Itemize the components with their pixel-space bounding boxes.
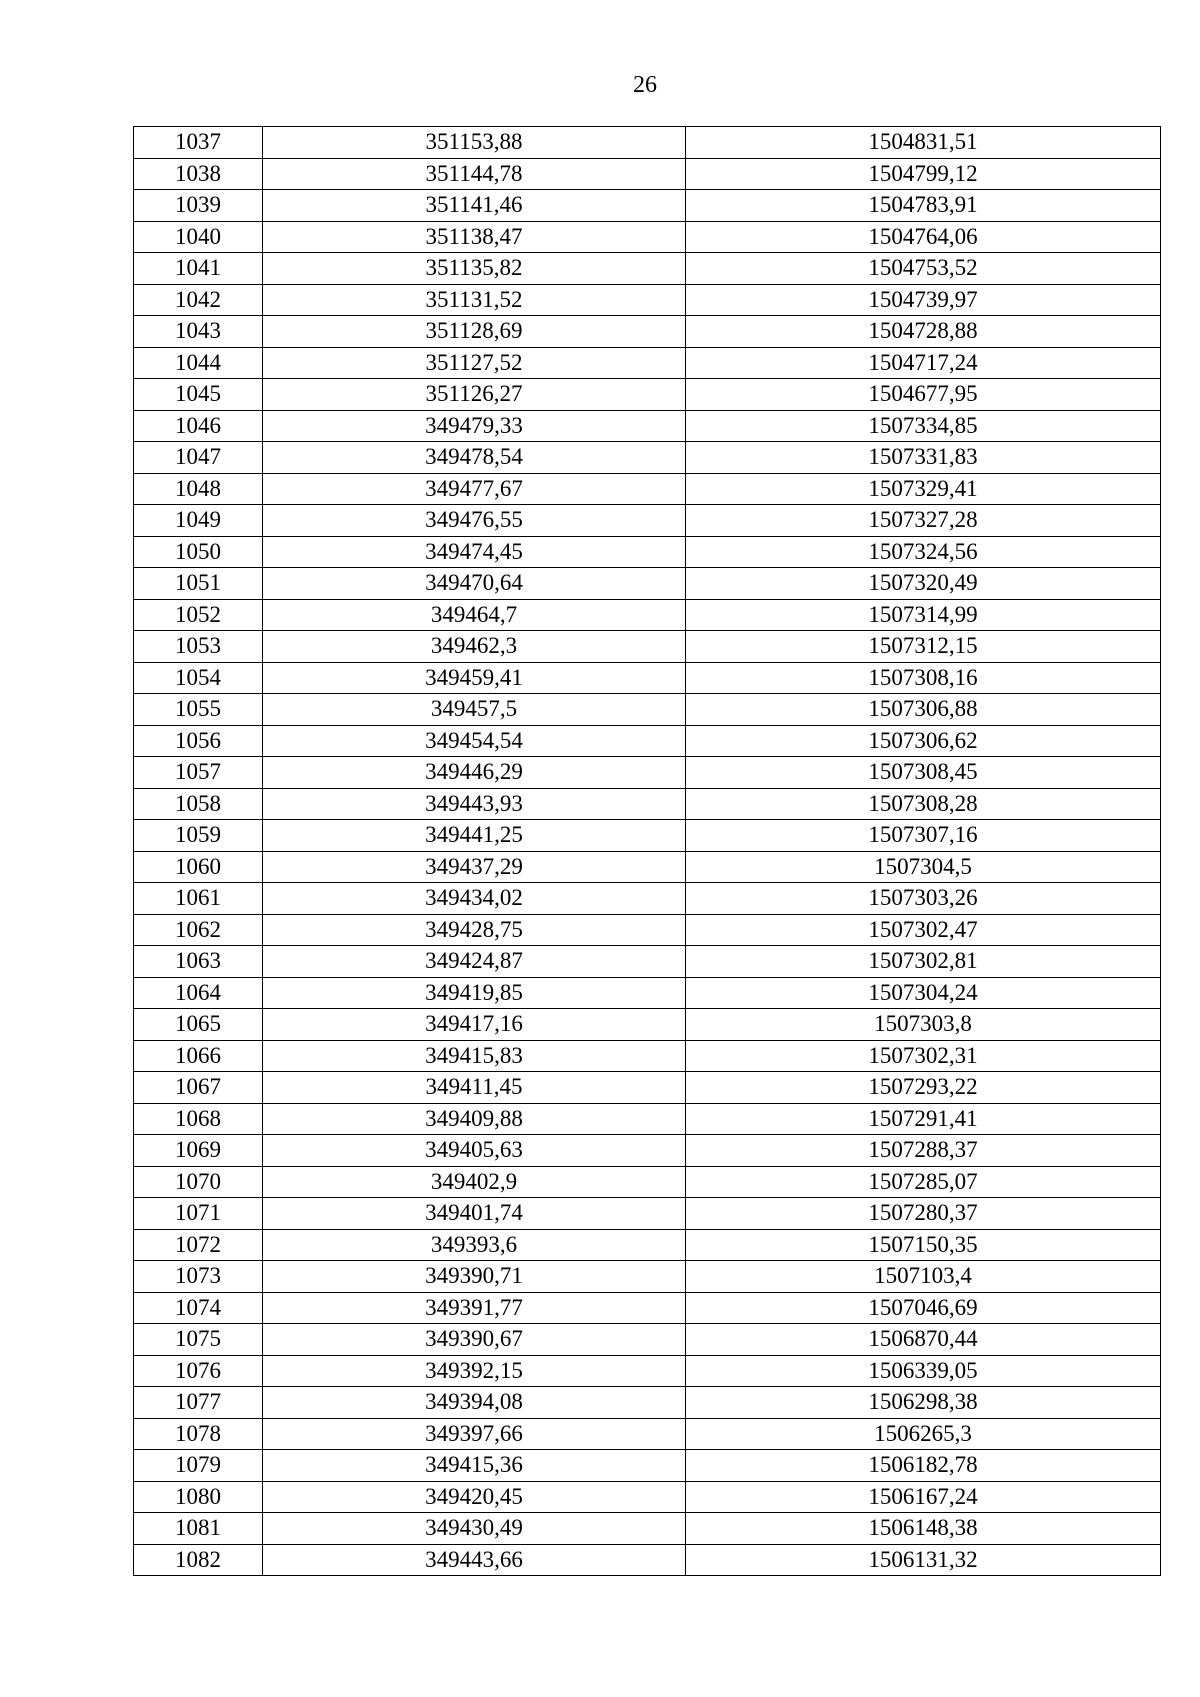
y-coordinate-cell: 1507308,45 — [686, 757, 1161, 789]
point-number-cell: 1050 — [134, 536, 263, 568]
point-number-cell: 1044 — [134, 347, 263, 379]
table-row — [134, 946, 1161, 978]
point-number-cell: 1059 — [134, 820, 263, 852]
y-coordinate-cell: 1506265,3 — [686, 1418, 1161, 1450]
x-coordinate-cell: 349392,15 — [263, 1355, 686, 1387]
table-row — [134, 473, 1161, 505]
x-coordinate-cell: 351138,47 — [263, 221, 686, 253]
x-coordinate-cell: 349443,93 — [263, 788, 686, 820]
x-coordinate-cell: 349409,88 — [263, 1103, 686, 1135]
table-row — [134, 1544, 1161, 1576]
table-row — [134, 1355, 1161, 1387]
point-number-cell: 1038 — [134, 158, 263, 190]
x-coordinate-cell: 349390,67 — [263, 1324, 686, 1356]
y-coordinate-cell: 1504764,06 — [686, 221, 1161, 253]
table-row — [134, 158, 1161, 190]
y-coordinate-cell: 1507306,88 — [686, 694, 1161, 726]
point-number-cell: 1049 — [134, 505, 263, 537]
y-coordinate-cell: 1504753,52 — [686, 253, 1161, 285]
point-number-cell: 1046 — [134, 410, 263, 442]
y-coordinate-cell: 1507312,15 — [686, 631, 1161, 663]
coordinates-table-body — [134, 127, 1161, 1576]
x-coordinate-cell: 349391,77 — [263, 1292, 686, 1324]
point-number-cell: 1051 — [134, 568, 263, 600]
x-coordinate-cell: 349417,16 — [263, 1009, 686, 1041]
table-row — [134, 694, 1161, 726]
y-coordinate-cell: 1506339,05 — [686, 1355, 1161, 1387]
table-row — [134, 788, 1161, 820]
table-row — [134, 1292, 1161, 1324]
x-coordinate-cell: 349443,66 — [263, 1544, 686, 1576]
x-coordinate-cell: 349479,33 — [263, 410, 686, 442]
y-coordinate-cell: 1507303,8 — [686, 1009, 1161, 1041]
x-coordinate-cell: 349430,49 — [263, 1513, 686, 1545]
y-coordinate-cell: 1506298,38 — [686, 1387, 1161, 1419]
table-row — [134, 221, 1161, 253]
point-number-cell: 1079 — [134, 1450, 263, 1482]
y-coordinate-cell: 1507293,22 — [686, 1072, 1161, 1104]
table-row — [134, 1324, 1161, 1356]
point-number-cell: 1066 — [134, 1040, 263, 1072]
y-coordinate-cell: 1504799,12 — [686, 158, 1161, 190]
table-row — [134, 379, 1161, 411]
y-coordinate-cell: 1507329,41 — [686, 473, 1161, 505]
point-number-cell: 1081 — [134, 1513, 263, 1545]
table-row — [134, 820, 1161, 852]
table-row — [134, 977, 1161, 1009]
table-row — [134, 410, 1161, 442]
y-coordinate-cell: 1504717,24 — [686, 347, 1161, 379]
x-coordinate-cell: 351135,82 — [263, 253, 686, 285]
point-number-cell: 1073 — [134, 1261, 263, 1293]
y-coordinate-cell: 1507302,47 — [686, 914, 1161, 946]
table-row — [134, 725, 1161, 757]
y-coordinate-cell: 1504739,97 — [686, 284, 1161, 316]
point-number-cell: 1070 — [134, 1166, 263, 1198]
table-row — [134, 851, 1161, 883]
point-number-cell: 1056 — [134, 725, 263, 757]
table-row — [134, 1261, 1161, 1293]
point-number-cell: 1071 — [134, 1198, 263, 1230]
x-coordinate-cell: 349446,29 — [263, 757, 686, 789]
point-number-cell: 1047 — [134, 442, 263, 474]
x-coordinate-cell: 349405,63 — [263, 1135, 686, 1167]
table-row — [134, 914, 1161, 946]
table-row — [134, 536, 1161, 568]
y-coordinate-cell: 1507288,37 — [686, 1135, 1161, 1167]
y-coordinate-cell: 1507314,99 — [686, 599, 1161, 631]
x-coordinate-cell: 349441,25 — [263, 820, 686, 852]
x-coordinate-cell: 349478,54 — [263, 442, 686, 474]
point-number-cell: 1048 — [134, 473, 263, 505]
table-row — [134, 1103, 1161, 1135]
x-coordinate-cell: 349428,75 — [263, 914, 686, 946]
y-coordinate-cell: 1507150,35 — [686, 1229, 1161, 1261]
table-row — [134, 347, 1161, 379]
table-row — [134, 757, 1161, 789]
x-coordinate-cell: 349464,7 — [263, 599, 686, 631]
y-coordinate-cell: 1507306,62 — [686, 725, 1161, 757]
y-coordinate-cell: 1507308,16 — [686, 662, 1161, 694]
point-number-cell: 1052 — [134, 599, 263, 631]
y-coordinate-cell: 1507103,4 — [686, 1261, 1161, 1293]
x-coordinate-cell: 351127,52 — [263, 347, 686, 379]
point-number-cell: 1061 — [134, 883, 263, 915]
table-row — [134, 127, 1161, 159]
point-number-cell: 1076 — [134, 1355, 263, 1387]
table-row — [134, 662, 1161, 694]
table-row — [134, 1166, 1161, 1198]
x-coordinate-cell: 349394,08 — [263, 1387, 686, 1419]
y-coordinate-cell: 1507302,31 — [686, 1040, 1161, 1072]
table-row — [134, 190, 1161, 222]
table-row — [134, 1009, 1161, 1041]
y-coordinate-cell: 1507320,49 — [686, 568, 1161, 600]
point-number-cell: 1039 — [134, 190, 263, 222]
y-coordinate-cell: 1504831,51 — [686, 127, 1161, 159]
x-coordinate-cell: 351141,46 — [263, 190, 686, 222]
x-coordinate-cell: 349415,36 — [263, 1450, 686, 1482]
x-coordinate-cell: 349402,9 — [263, 1166, 686, 1198]
point-number-cell: 1058 — [134, 788, 263, 820]
x-coordinate-cell: 349474,45 — [263, 536, 686, 568]
x-coordinate-cell: 349419,85 — [263, 977, 686, 1009]
point-number-cell: 1053 — [134, 631, 263, 663]
point-number-cell: 1072 — [134, 1229, 263, 1261]
point-number-cell: 1037 — [134, 127, 263, 159]
x-coordinate-cell: 351126,27 — [263, 379, 686, 411]
table-row — [134, 1040, 1161, 1072]
y-coordinate-cell: 1507334,85 — [686, 410, 1161, 442]
table-row — [134, 1072, 1161, 1104]
point-number-cell: 1043 — [134, 316, 263, 348]
point-number-cell: 1065 — [134, 1009, 263, 1041]
x-coordinate-cell: 349420,45 — [263, 1481, 686, 1513]
y-coordinate-cell: 1507303,26 — [686, 883, 1161, 915]
x-coordinate-cell: 349424,87 — [263, 946, 686, 978]
x-coordinate-cell: 349434,02 — [263, 883, 686, 915]
x-coordinate-cell: 349397,66 — [263, 1418, 686, 1450]
table-row — [134, 1135, 1161, 1167]
point-number-cell: 1040 — [134, 221, 263, 253]
point-number-cell: 1041 — [134, 253, 263, 285]
y-coordinate-cell: 1504677,95 — [686, 379, 1161, 411]
point-number-cell: 1057 — [134, 757, 263, 789]
x-coordinate-cell: 351144,78 — [263, 158, 686, 190]
y-coordinate-cell: 1507307,16 — [686, 820, 1161, 852]
x-coordinate-cell: 349411,45 — [263, 1072, 686, 1104]
x-coordinate-cell: 349470,64 — [263, 568, 686, 600]
x-coordinate-cell: 351128,69 — [263, 316, 686, 348]
point-number-cell: 1069 — [134, 1135, 263, 1167]
y-coordinate-cell: 1507327,28 — [686, 505, 1161, 537]
point-number-cell: 1064 — [134, 977, 263, 1009]
y-coordinate-cell: 1506148,38 — [686, 1513, 1161, 1545]
table-row — [134, 1450, 1161, 1482]
y-coordinate-cell: 1506131,32 — [686, 1544, 1161, 1576]
y-coordinate-cell: 1506167,24 — [686, 1481, 1161, 1513]
table-row — [134, 1513, 1161, 1545]
y-coordinate-cell: 1507046,69 — [686, 1292, 1161, 1324]
point-number-cell: 1075 — [134, 1324, 263, 1356]
y-coordinate-cell: 1507302,81 — [686, 946, 1161, 978]
y-coordinate-cell: 1507280,37 — [686, 1198, 1161, 1230]
point-number-cell: 1068 — [134, 1103, 263, 1135]
x-coordinate-cell: 351153,88 — [263, 127, 686, 159]
y-coordinate-cell: 1507285,07 — [686, 1166, 1161, 1198]
point-number-cell: 1062 — [134, 914, 263, 946]
table-row — [134, 442, 1161, 474]
table-row — [134, 568, 1161, 600]
table-row — [134, 253, 1161, 285]
table-row — [134, 1229, 1161, 1261]
y-coordinate-cell: 1507291,41 — [686, 1103, 1161, 1135]
point-number-cell: 1078 — [134, 1418, 263, 1450]
point-number-cell: 1082 — [134, 1544, 263, 1576]
table-row — [134, 505, 1161, 537]
table-row — [134, 631, 1161, 663]
point-number-cell: 1055 — [134, 694, 263, 726]
table-row — [134, 1387, 1161, 1419]
x-coordinate-cell: 349454,54 — [263, 725, 686, 757]
table-row — [134, 316, 1161, 348]
x-coordinate-cell: 349477,67 — [263, 473, 686, 505]
y-coordinate-cell: 1507331,83 — [686, 442, 1161, 474]
x-coordinate-cell: 351131,52 — [263, 284, 686, 316]
table-row — [134, 1481, 1161, 1513]
x-coordinate-cell: 349476,55 — [263, 505, 686, 537]
x-coordinate-cell: 349437,29 — [263, 851, 686, 883]
y-coordinate-cell: 1504783,91 — [686, 190, 1161, 222]
point-number-cell: 1077 — [134, 1387, 263, 1419]
y-coordinate-cell: 1506870,44 — [686, 1324, 1161, 1356]
y-coordinate-cell: 1507324,56 — [686, 536, 1161, 568]
page-number: 26 — [633, 72, 657, 98]
point-number-cell: 1045 — [134, 379, 263, 411]
table-row — [134, 1418, 1161, 1450]
y-coordinate-cell: 1506182,78 — [686, 1450, 1161, 1482]
y-coordinate-cell: 1507304,5 — [686, 851, 1161, 883]
point-number-cell: 1042 — [134, 284, 263, 316]
x-coordinate-cell: 349459,41 — [263, 662, 686, 694]
y-coordinate-cell: 1507304,24 — [686, 977, 1161, 1009]
x-coordinate-cell: 349457,5 — [263, 694, 686, 726]
x-coordinate-cell: 349401,74 — [263, 1198, 686, 1230]
table-row — [134, 883, 1161, 915]
point-number-cell: 1054 — [134, 662, 263, 694]
x-coordinate-cell: 349415,83 — [263, 1040, 686, 1072]
table-row — [134, 284, 1161, 316]
point-number-cell: 1080 — [134, 1481, 263, 1513]
x-coordinate-cell: 349393,6 — [263, 1229, 686, 1261]
x-coordinate-cell: 349390,71 — [263, 1261, 686, 1293]
point-number-cell: 1067 — [134, 1072, 263, 1104]
point-number-cell: 1074 — [134, 1292, 263, 1324]
y-coordinate-cell: 1507308,28 — [686, 788, 1161, 820]
coordinates-table — [133, 126, 1161, 1576]
x-coordinate-cell: 349462,3 — [263, 631, 686, 663]
point-number-cell: 1063 — [134, 946, 263, 978]
table-row — [134, 599, 1161, 631]
point-number-cell: 1060 — [134, 851, 263, 883]
table-row — [134, 1198, 1161, 1230]
y-coordinate-cell: 1504728,88 — [686, 316, 1161, 348]
